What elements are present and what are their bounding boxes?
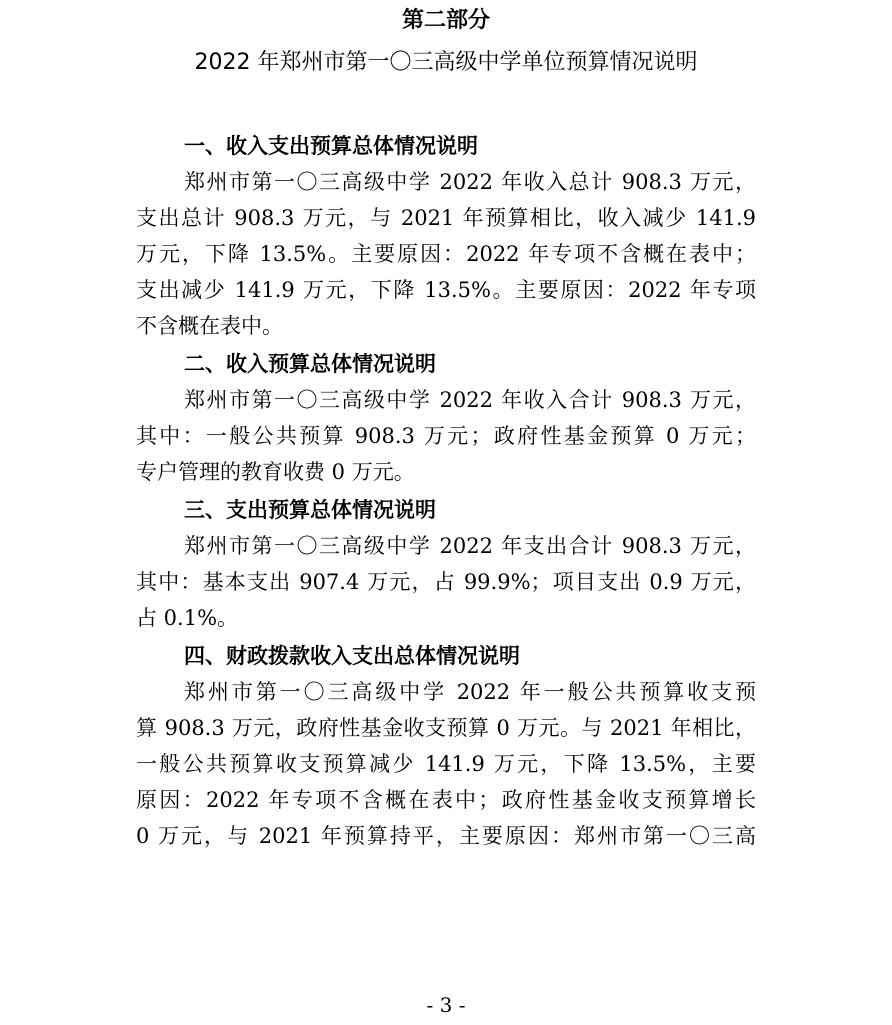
paragraph-line: 其中：一般公共预算 908.3 万元；政府性基金预算 0 万元； [136,424,756,448]
paragraph-line: 占 0.1%。 [136,606,239,630]
section-expenditure-overview [136,492,756,636]
paragraph-line: 专户管理的教育收费 0 万元。 [136,460,415,484]
paragraph-line: 郑州市第一〇三高级中学 2022 年收入总计 908.3 万元， [184,170,756,194]
paragraph-line: 支出减少 141.9 万元，下降 13.5%。主要原因：2022 年专项 [136,278,756,302]
section-heading: 四、财政拨款收入支出总体情况说明 [184,644,520,668]
paragraph-line: 原因：2022 年专项不含概在表中；政府性基金收支预算增长 [136,788,756,812]
paragraph-line: 支出总计 908.3 万元，与 2021 年预算相比，收入减少 141.9 [136,206,756,230]
document-body [136,128,756,854]
section-paragraph [136,528,756,636]
section-heading: 三、支出预算总体情况说明 [184,498,436,522]
paragraph-line: 不含概在表中。 [136,314,283,338]
paragraph-line: 一般公共预算收支预算减少 141.9 万元，下降 13.5%，主要 [136,752,756,776]
page-number: - 3 - [426,993,466,1017]
paragraph-line: 万元，下降 13.5%。主要原因：2022 年专项不含概在表中； [136,242,756,266]
document-title: 2022 年郑州市第一〇三高级中学单位预算情况说明 [194,50,698,75]
paragraph-line: 郑州市第一〇三高级中学 2022 年一般公共预算收支预 [184,680,756,704]
section-fiscal-appropriation-overview [136,638,756,854]
section-heading: 一、收入支出预算总体情况说明 [184,134,478,158]
section-paragraph [136,674,756,854]
paragraph-line: 算 908.3 万元，政府性基金收支预算 0 万元。与 2021 年相比， [136,716,756,740]
paragraph-line: 0 万元，与 2021 年预算持平，主要原因：郑州市第一〇三高 [136,824,756,848]
section-heading: 二、收入预算总体情况说明 [184,352,436,376]
section-paragraph [136,164,756,344]
paragraph-line: 郑州市第一〇三高级中学 2022 年支出合计 908.3 万元， [184,534,756,558]
section-revenue-expenditure-overview [136,128,756,344]
part-title: 第二部分 [401,8,490,33]
paragraph-line: 其中：基本支出 907.4 万元，占 99.9%；项目支出 0.9 万元， [136,570,756,594]
section-revenue-overview [136,346,756,490]
paragraph-line: 郑州市第一〇三高级中学 2022 年收入合计 908.3 万元， [184,388,756,412]
section-paragraph [136,382,756,490]
